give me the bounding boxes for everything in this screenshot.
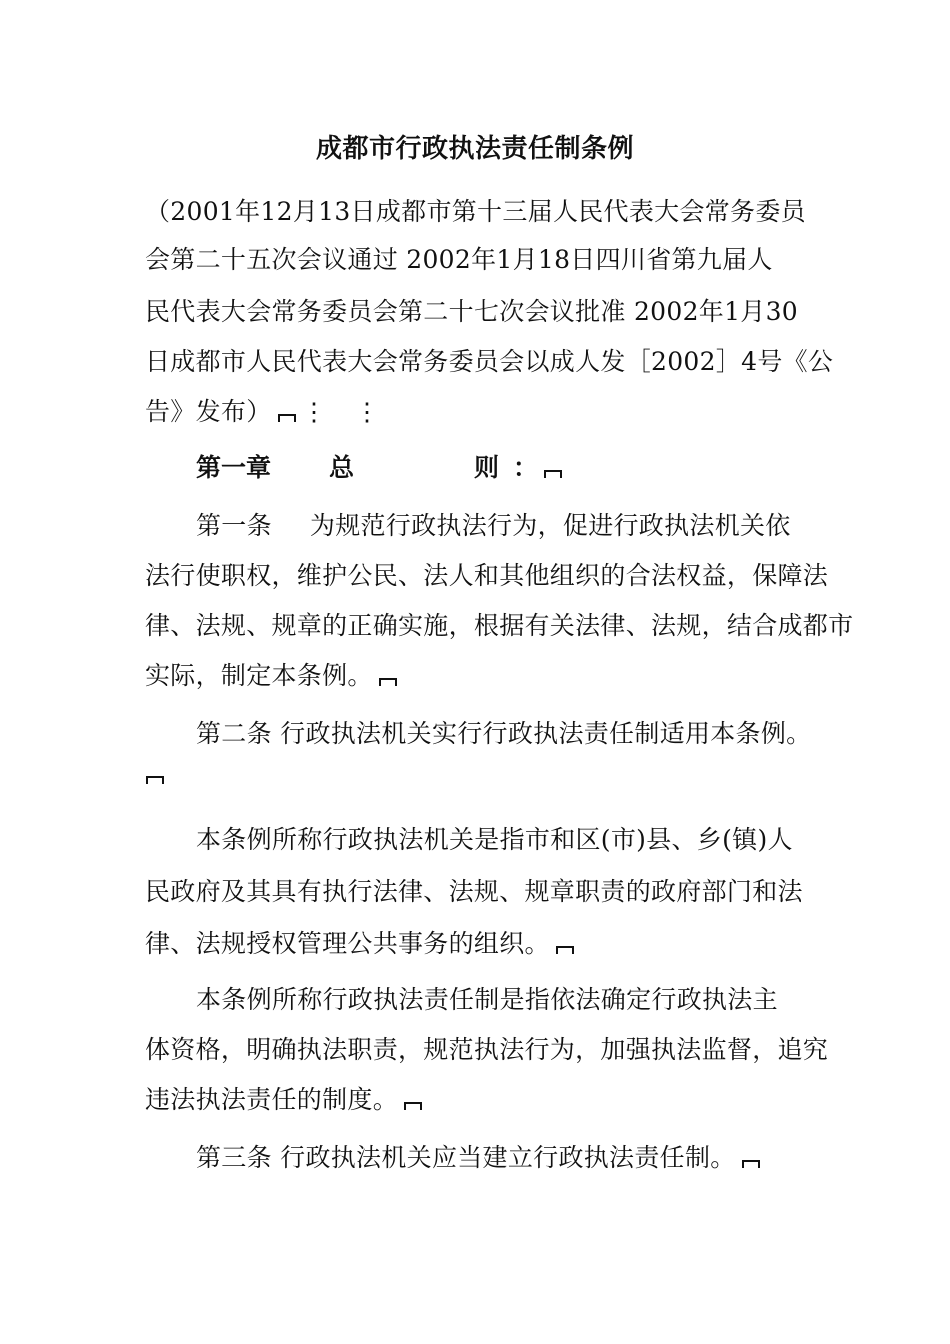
- article2-para3-line: 本条例所称行政执法责任制是指依法确定行政执法主: [196, 985, 778, 1014]
- article1-text: 为规范行政执法行为，促进行政执法机关依: [309, 511, 791, 540]
- article2-para3-line: 违法执法责任的制度。: [145, 1085, 399, 1114]
- preamble-line: 日成都市人民代表大会常务委员会以成人发［2002］4号《公: [145, 347, 834, 376]
- article3-last-line: [196, 1138, 760, 1174]
- paragraph-mark-icon: [404, 1102, 422, 1110]
- document-title: 成都市行政执法责任制条例: [315, 134, 634, 164]
- article2-para2-last-line: [145, 924, 574, 960]
- article3-line: 第三条 行政执法机关应当建立行政执法责任制。: [196, 1143, 736, 1172]
- article2-para2-line: 律、法规授权管理公共事务的组织。: [145, 929, 550, 958]
- article2-para2-line: 本条例所称行政执法机关是指市和区(市)县、乡(镇)人: [196, 825, 793, 854]
- preamble-line: 会第二十五次会议通过 2002年1月18日四川省第九届人: [145, 245, 773, 274]
- article1-line: 律、法规、规章的正确实施，根据有关法律、法规，结合成都市: [145, 611, 854, 640]
- preamble-line: 告》发布）: [145, 397, 272, 426]
- paragraph-mark-icon: [742, 1160, 760, 1168]
- preamble-last-line: [145, 392, 389, 428]
- article1-last-line: [145, 656, 397, 692]
- article2-line: 第二条 行政执法机关实行行政执法责任制适用本条例。: [196, 719, 812, 748]
- chapter-name-2: 则: [474, 453, 500, 482]
- paragraph-mark-icon: [556, 946, 574, 954]
- paragraph-mark-icon: [379, 678, 397, 686]
- article1-line: 实际，制定本条例。: [145, 661, 373, 690]
- chapter-colon: ：: [513, 453, 539, 482]
- article1-label: 第一条: [196, 511, 272, 540]
- chapter-name-1: 总: [329, 453, 355, 482]
- article2-para3-line: 体资格，明确执法职责，规范执法行为，加强执法监督，追究: [145, 1035, 829, 1064]
- preamble-line: （2001年12月13日成都市第十三届人民代表大会常务委员: [145, 197, 806, 226]
- chapter-number: 第一章: [196, 453, 272, 482]
- trailing-marks: ⋮ ⋮: [301, 397, 390, 426]
- chapter-heading: [196, 448, 562, 484]
- article2-para3-last-line: [145, 1080, 422, 1116]
- article1-first-line: [196, 506, 791, 542]
- preamble-line: 民代表大会常务委员会第二十七次会议批准 2002年1月30: [145, 297, 798, 326]
- paragraph-mark-icon: [544, 470, 562, 478]
- paragraph-mark-icon: [278, 414, 296, 422]
- paragraph-mark-icon: [146, 776, 164, 784]
- article1-line: 法行使职权，维护公民、法人和其他组织的合法权益，保障法: [145, 561, 829, 590]
- article2-para2-line: 民政府及其具有执行法律、法规、规章职责的政府部门和法: [145, 877, 803, 906]
